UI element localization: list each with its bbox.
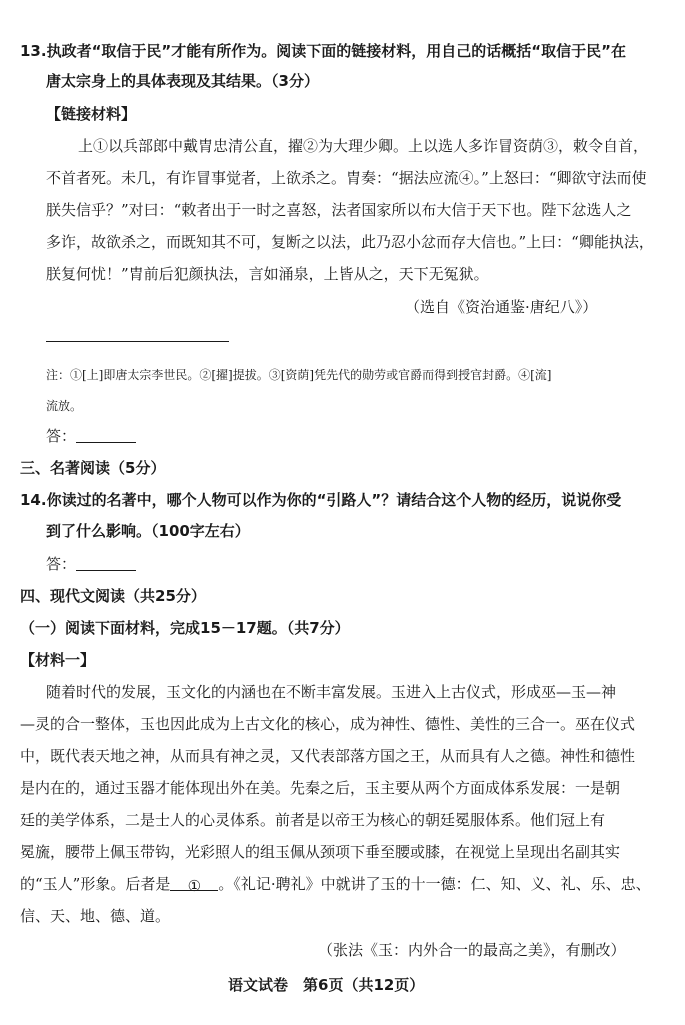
page-footer: 语文试卷 第6页（共12页） xyxy=(228,976,425,994)
part1-heading: （一）阅读下面材料，完成15－17题。（共7分） xyxy=(20,619,350,637)
material1-source: （张法《玉：内外合一的最高之美》，有删改） xyxy=(318,941,626,959)
material1-line: 信、天、地、德、道。 xyxy=(20,907,171,925)
q13-passage-line: 上①以兵部郎中戴胄忠清公直，擢②为大理少卿。上以选人多诈冒资荫③，敕令自首， xyxy=(78,137,649,155)
answer-blank[interactable] xyxy=(76,556,136,571)
notes-divider xyxy=(46,341,229,342)
q13-answer[interactable] xyxy=(46,426,136,446)
fill-blank-1[interactable] xyxy=(170,876,218,895)
material1-line: 廷的美学体系，二是士人的心灵体系。前者是以帝王为核心的朝廷冕服体系。他们冠上有 xyxy=(20,811,606,829)
q13-passage-line: 不首者死。未几，有诈冒事觉者，上欲杀之。胄奏：“据法应流④。”上怒曰：“卿欲守法而使 xyxy=(46,169,647,187)
answer-label: 答： xyxy=(46,427,77,445)
material1-line: 冕旒，腰带上佩玉带钩，光彩照人的组玉佩从颈项下垂至腰或膝，在视觉上呈现出名副其实 xyxy=(20,843,621,861)
q13-notes-line2: 流放。 xyxy=(46,399,83,413)
q14-line1: 14.你读过的名著中，哪个人物可以作为你的“引路人”？请结合这个人物的经历，说说你受 xyxy=(20,491,622,509)
q13-passage-line: 多诈，故欲杀之，而既知其不可，复断之以法，此乃忍小忿而存大信也。”上曰：“卿能执法， xyxy=(46,233,654,251)
material1-line: 是内在的，通过玉器才能体现出外在美。先秦之后，玉主要从两个方面成体系发展：一是朝 xyxy=(20,779,621,797)
q13-line2: 唐太宗身上的具体表现及其结果。（3分） xyxy=(46,72,319,90)
material1-line: —灵的合一整体，玉也因此成为上古文化的核心，成为神性、德性、美性的三合一。巫在仪式 xyxy=(20,715,636,733)
section4-heading: 四、现代文阅读（共25分） xyxy=(20,587,206,605)
q14-line2: 到了什么影响。（100字左右） xyxy=(46,522,250,540)
answer-blank[interactable] xyxy=(76,428,136,443)
material1-text: 。《礼记·聘礼》中就讲了玉的十一德：仁、知、义、礼、乐、忠、 xyxy=(218,875,651,893)
q13-passage-line: 朕失信乎？”对曰：“敕者出于一时之喜怒，法者国家所以布大信于天下也。陛下忿选人之 xyxy=(46,201,632,219)
blank-marker: ① xyxy=(187,877,202,895)
material1-line: 中，既代表天地之神，从而具有神之灵，又代表部落方国之王，从而具有人之德。神性和德性 xyxy=(20,747,636,765)
q13-material-heading: 【链接材料】 xyxy=(46,105,137,123)
material1-heading: 【材料一】 xyxy=(20,651,96,669)
material1-line: 随着时代的发展，玉文化的内涵也在不断丰富发展。玉进入上古仪式，形成巫—玉—神 xyxy=(46,683,617,701)
q13-notes-line1: 注：①[上]即唐太宗李世民。②[擢]提拔。③[资荫]凭先代的勋劳或官爵而得到授官封爵。④[流] xyxy=(46,368,552,382)
section3-heading: 三、名著阅读（5分） xyxy=(20,459,166,477)
material1-line-with-blank xyxy=(20,874,651,894)
q14-answer[interactable] xyxy=(46,554,136,574)
answer-label: 答： xyxy=(46,555,77,573)
material1-text: 的“玉人”形象。后者是 xyxy=(20,875,171,893)
q13-line1: 13.执政者“取信于民”才能有所作为。阅读下面的链接材料，用自己的话概括“取信于民”在 xyxy=(20,42,627,60)
q13-passage-line: 朕复何忧！”胄前后犯颜执法，言如涌泉，上皆从之，天下无冤狱。 xyxy=(46,265,489,283)
q13-source: （选自《资治通鉴·唐纪八》） xyxy=(405,298,598,316)
